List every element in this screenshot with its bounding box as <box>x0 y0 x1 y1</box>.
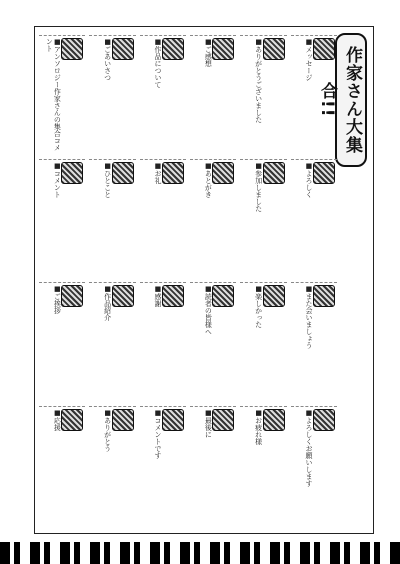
comment-cell <box>291 159 337 279</box>
author-avatar <box>112 162 134 184</box>
comment-cell <box>39 282 85 402</box>
comment-cell <box>240 159 286 279</box>
page-title: 作家さん大集合!! <box>335 33 367 167</box>
author-avatar <box>61 38 83 60</box>
author-avatar <box>263 409 285 431</box>
author-avatar <box>112 285 134 307</box>
author-avatar <box>112 38 134 60</box>
comment-cell <box>89 406 135 526</box>
author-avatar <box>112 409 134 431</box>
author-avatar <box>313 285 335 307</box>
comment-cell <box>190 35 236 155</box>
comment-cell <box>140 282 186 402</box>
page-frame <box>34 26 374 534</box>
comment-cell <box>190 406 236 526</box>
comment-cell <box>39 159 85 279</box>
comment-text: ■メッセージ <box>304 38 313 81</box>
author-avatar <box>212 162 234 184</box>
author-avatar <box>313 38 335 60</box>
author-avatar <box>212 38 234 60</box>
comment-cell <box>89 159 135 279</box>
comment-cell <box>89 35 135 155</box>
comment-text: ■楽しかった <box>254 285 263 328</box>
comment-text: ■ひとこと <box>103 161 112 198</box>
comment-text: ■ありがとうございました <box>254 38 263 123</box>
comment-text: ■コメントです <box>153 408 162 459</box>
author-avatar <box>263 38 285 60</box>
comment-text: ■お礼 <box>153 161 162 184</box>
comment-text: ■参加しました <box>254 161 263 212</box>
author-avatar <box>162 38 184 60</box>
comment-cell <box>140 159 186 279</box>
decorative-border <box>0 542 400 564</box>
author-avatar <box>263 285 285 307</box>
comment-text: ■ありがとう <box>103 408 112 452</box>
comment-cell <box>89 282 135 402</box>
author-avatar <box>212 409 234 431</box>
comment-cell <box>240 406 286 526</box>
comment-text: ■応援 <box>53 408 62 431</box>
comment-cell <box>140 406 186 526</box>
comment-text: ■コメント <box>53 161 62 198</box>
comment-text: ■ごあいさつ <box>103 38 112 81</box>
comment-cell <box>140 35 186 155</box>
author-avatar <box>162 285 184 307</box>
comment-cell <box>39 406 85 526</box>
comment-cell <box>291 35 337 155</box>
author-avatar <box>313 409 335 431</box>
comment-cell <box>190 159 236 279</box>
author-avatar <box>212 285 234 307</box>
comment-text: ■最後に <box>204 408 213 438</box>
comment-text: ■作品について <box>153 38 162 88</box>
comment-cell <box>240 35 286 155</box>
comment-text: ■よろしくお願いします <box>304 408 313 487</box>
comment-cell <box>240 282 286 402</box>
author-avatar <box>61 285 83 307</box>
comment-text: ■読者の皆様へ <box>204 285 213 335</box>
comment-text: ■ご感想 <box>204 38 213 67</box>
author-avatar <box>162 409 184 431</box>
comment-text: ■あとがき <box>204 161 213 198</box>
comment-text: ■感謝 <box>153 285 162 307</box>
comment-text: ■アンソロジー作家さんの集合コメント <box>45 38 62 151</box>
comment-cell <box>39 35 85 155</box>
author-avatar <box>313 162 335 184</box>
author-avatar <box>263 162 285 184</box>
author-avatar <box>61 409 83 431</box>
comment-cell <box>291 406 337 526</box>
comment-text: ■作品紹介 <box>103 285 112 321</box>
author-avatar <box>162 162 184 184</box>
comment-text: ■また会いましょう <box>304 285 313 349</box>
comment-cell <box>291 282 337 402</box>
author-avatar <box>61 162 83 184</box>
comment-text: ■よろしく <box>304 161 313 198</box>
comment-text: ■ご挨拶 <box>53 285 62 314</box>
comment-text: ■お疲れ様 <box>254 408 263 445</box>
comment-grid <box>39 35 337 525</box>
comment-cell <box>190 282 236 402</box>
